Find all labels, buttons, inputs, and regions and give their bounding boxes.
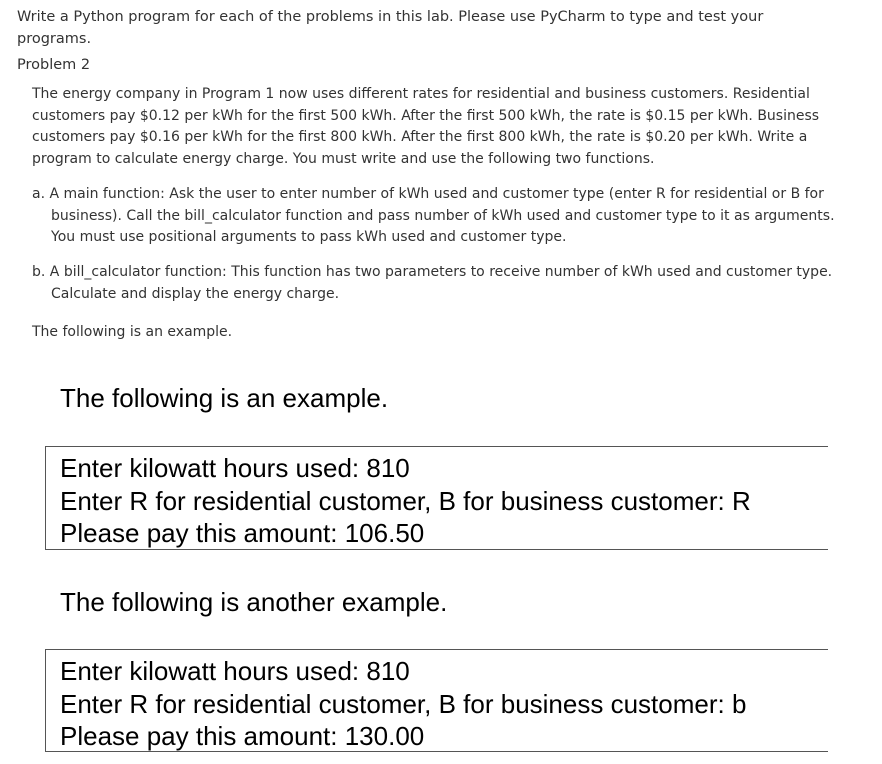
console-output-1	[45, 446, 828, 550]
console-line: Enter kilowatt hours used: 810	[60, 453, 410, 483]
console-line: Please pay this amount: 106.50	[60, 518, 425, 548]
example-heading-1: The following is an example.	[60, 383, 389, 413]
console-line: Please pay this amount: 130.00	[60, 721, 425, 751]
list-item-main-function: a. A main function: Ask the user to enter number of kWh used and customer type (enter R for residential or B for business). Call the bill_calculator function and pass number of kWh used and customer type to it as arguments. You must use positional arguments to pass kWh used and customer type.	[32, 186, 835, 245]
example-note: The following is an example.	[32, 324, 233, 340]
console-output-2	[45, 649, 828, 752]
console-line: Enter R for residential customer, B for business customer: R	[60, 485, 751, 516]
problem-description: The energy company in Program 1 now uses different rates for residential and business customers. Residential customers pay $0.12 per kWh for the first 500 kWh. After the first 500 kWh, the rate is $0.15 per kWh. Business customers pay $0.16 per kWh for the first 800 kWh. After the first 800 kWh, the rate is $0.20 per kWh. Write a program to calculate energy charge. You must write and use the following two functions.	[32, 86, 820, 167]
console-line: Enter kilowatt hours used: 810	[60, 656, 410, 686]
console-line: Enter R for residential customer, B for business customer: b	[60, 688, 747, 719]
intro-text: Write a Python program for each of the problems in this lab. Please use PyCharm to type and test your programs.	[17, 9, 764, 47]
example-heading-2: The following is another example.	[60, 587, 448, 617]
list-item-bill-calculator: b. A bill_calculator function: This function has two parameters to receive number of kWh used and customer type. Calculate and display the energy charge.	[32, 264, 833, 302]
problem-heading: Problem 2	[17, 57, 91, 73]
